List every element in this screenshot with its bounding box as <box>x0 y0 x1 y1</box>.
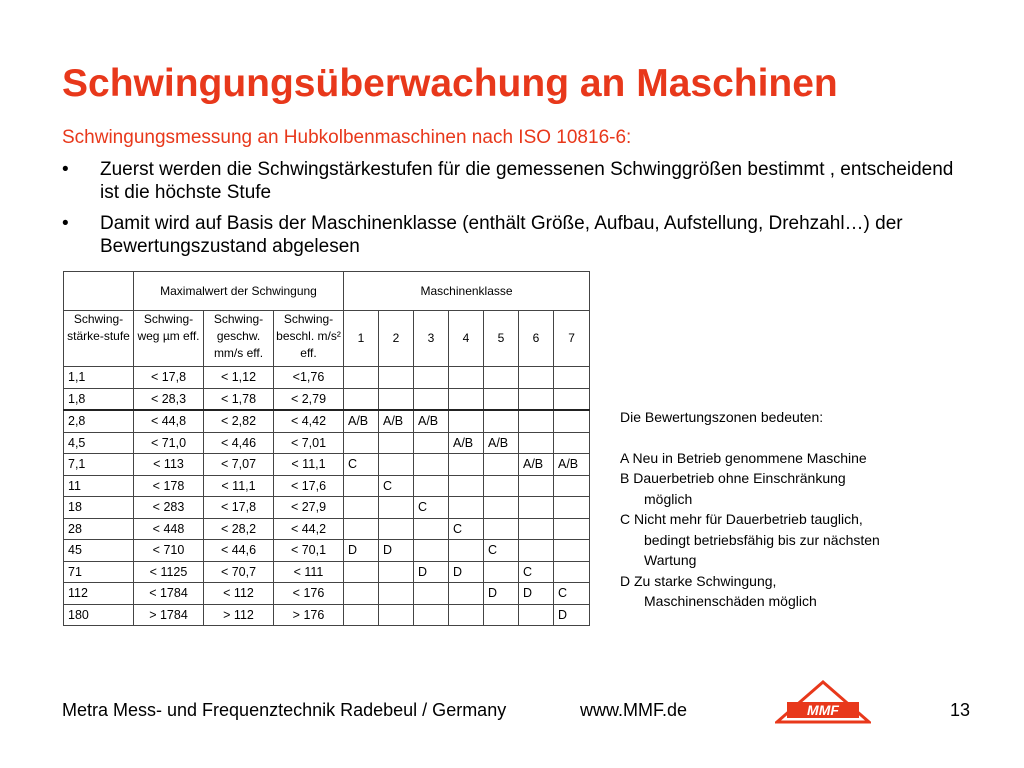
value-cell: <1,76 <box>274 367 344 389</box>
value-cell: > 176 <box>274 604 344 626</box>
value-cell: < 11,1 <box>204 475 274 497</box>
zone-cell: C <box>484 540 519 562</box>
value-cell: < 113 <box>134 454 204 476</box>
level-cell: 18 <box>64 497 134 519</box>
zone-cell: D <box>379 540 414 562</box>
value-cell: < 44,2 <box>274 518 344 540</box>
zone-cell <box>484 497 519 519</box>
zone-cell: A/B <box>379 410 414 432</box>
value-cell: < 283 <box>134 497 204 519</box>
column-header: 4 <box>449 311 484 367</box>
slide-title: Schwingungsüberwachung an Maschinen <box>62 62 838 105</box>
zone-cell <box>554 540 590 562</box>
table-row <box>64 518 590 540</box>
value-cell: < 710 <box>134 540 204 562</box>
zone-cell <box>554 475 590 497</box>
value-cell: < 70,7 <box>204 561 274 583</box>
level-cell: 7,1 <box>64 454 134 476</box>
value-cell: < 44,6 <box>204 540 274 562</box>
column-header: 3 <box>414 311 449 367</box>
legend <box>620 407 880 612</box>
zone-cell <box>344 583 379 605</box>
level-cell: 112 <box>64 583 134 605</box>
bullet-item <box>62 212 962 258</box>
zone-cell <box>554 497 590 519</box>
zone-cell <box>449 497 484 519</box>
zone-cell <box>484 561 519 583</box>
value-cell: < 178 <box>134 475 204 497</box>
zone-cell <box>554 561 590 583</box>
zone-cell: D <box>449 561 484 583</box>
level-cell: 1,1 <box>64 367 134 389</box>
value-cell: < 44,8 <box>134 410 204 432</box>
zone-cell <box>519 540 554 562</box>
value-cell: < 1125 <box>134 561 204 583</box>
zone-cell: D <box>344 540 379 562</box>
zone-cell: C <box>379 475 414 497</box>
table-row <box>64 475 590 497</box>
zone-cell: D <box>414 561 449 583</box>
zone-cell <box>484 475 519 497</box>
zone-cell <box>379 518 414 540</box>
mmf-logo <box>775 680 871 724</box>
zone-cell <box>414 518 449 540</box>
zone-cell <box>449 367 484 389</box>
table-row <box>64 604 590 626</box>
slide-subtitle: Schwingungsmessung an Hubkolbenmaschinen nach ISO 10816-6: <box>62 127 632 148</box>
table-row <box>64 540 590 562</box>
zone-cell <box>344 432 379 454</box>
header-cell-blank <box>64 272 134 311</box>
zone-cell <box>554 410 590 432</box>
table-row <box>64 497 590 519</box>
zone-cell <box>414 475 449 497</box>
value-cell: > 1784 <box>134 604 204 626</box>
zone-cell <box>379 604 414 626</box>
table-row <box>64 388 590 410</box>
zone-cell <box>414 583 449 605</box>
value-cell: < 7,01 <box>274 432 344 454</box>
column-header: Schwing-stärke-stufe <box>64 311 134 367</box>
zone-cell: A/B <box>344 410 379 432</box>
value-cell: < 1,78 <box>204 388 274 410</box>
logo-text: MMF <box>807 702 839 718</box>
table-row <box>64 454 590 476</box>
value-cell: < 448 <box>134 518 204 540</box>
legend-line-b: B Dauerbetrieb ohne Einschränkung <box>620 470 846 486</box>
footer-company: Metra Mess- und Frequenztechnik Radebeul / Germany <box>62 700 507 720</box>
value-cell: < 17,8 <box>204 497 274 519</box>
value-cell: < 4,46 <box>204 432 274 454</box>
value-cell: < 112 <box>204 583 274 605</box>
bullet-list <box>62 158 962 266</box>
zone-cell: C <box>519 561 554 583</box>
column-header: 2 <box>379 311 414 367</box>
zone-cell <box>449 604 484 626</box>
zone-cell <box>449 388 484 410</box>
column-header: Schwing-weg µm eff. <box>134 311 204 367</box>
severity-table <box>63 271 590 626</box>
zone-cell <box>379 388 414 410</box>
zone-cell <box>554 367 590 389</box>
zone-cell: A/B <box>414 410 449 432</box>
table-row <box>64 367 590 389</box>
zone-cell <box>484 410 519 432</box>
zone-cell <box>344 604 379 626</box>
page-number: 13 <box>950 700 971 720</box>
zone-cell <box>484 604 519 626</box>
zone-cell <box>344 561 379 583</box>
zone-cell <box>484 454 519 476</box>
zone-cell <box>414 432 449 454</box>
value-cell: < 70,1 <box>274 540 344 562</box>
zone-cell <box>344 367 379 389</box>
zone-cell <box>554 518 590 540</box>
zone-cell: A/B <box>484 432 519 454</box>
zone-cell <box>449 475 484 497</box>
header-max: Maximalwert der Schwingung <box>134 272 344 311</box>
level-cell: 1,8 <box>64 388 134 410</box>
zone-cell <box>344 388 379 410</box>
zone-cell: C <box>449 518 484 540</box>
zone-cell <box>414 388 449 410</box>
legend-line-c-cont: bedingt betriebsfähig bis zur nächsten <box>644 531 880 548</box>
zone-cell <box>484 388 519 410</box>
footer-url[interactable]: www.MMF.de <box>580 700 688 720</box>
column-header: Schwing-beschl. m/s² eff. <box>274 311 344 367</box>
legend-line-c-cont2: Wartung <box>644 552 697 568</box>
zone-cell <box>519 497 554 519</box>
zone-cell <box>379 561 414 583</box>
bullet-symbol: • <box>62 159 69 180</box>
zone-cell <box>414 540 449 562</box>
value-cell: > 112 <box>204 604 274 626</box>
zone-cell <box>449 583 484 605</box>
zone-cell <box>414 454 449 476</box>
zone-cell <box>379 432 414 454</box>
zone-cell: C <box>554 583 590 605</box>
zone-cell <box>344 475 379 497</box>
level-cell: 71 <box>64 561 134 583</box>
zone-cell: A/B <box>554 454 590 476</box>
value-cell: < 1,12 <box>204 367 274 389</box>
legend-line-d: D Zu starke Schwingung, <box>620 572 777 589</box>
zone-cell <box>554 388 590 410</box>
zone-cell: C <box>414 497 449 519</box>
column-header: 5 <box>484 311 519 367</box>
column-header: 6 <box>519 311 554 367</box>
zone-cell: D <box>554 604 590 626</box>
value-cell: < 27,9 <box>274 497 344 519</box>
level-cell: 45 <box>64 540 134 562</box>
zone-cell <box>484 518 519 540</box>
zone-cell <box>414 604 449 626</box>
value-cell: < 1784 <box>134 583 204 605</box>
value-cell: < 28,2 <box>204 518 274 540</box>
level-cell: 28 <box>64 518 134 540</box>
legend-heading: Die Bewertungszonen bedeuten: <box>620 409 824 425</box>
zone-cell <box>554 432 590 454</box>
table-row <box>64 583 590 605</box>
zone-cell <box>519 518 554 540</box>
bullet-text: Damit wird auf Basis der Maschinenklasse (enthält Größe, Aufbau, Aufstellung, Drehzahl…) der Bewertungszustand abgelesen <box>100 213 903 257</box>
level-cell: 2,8 <box>64 410 134 432</box>
level-cell: 11 <box>64 475 134 497</box>
level-cell: 4,5 <box>64 432 134 454</box>
column-header: Schwing-geschw. mm/s eff. <box>204 311 274 367</box>
legend-line-c: C Nicht mehr für Dauerbetrieb tauglich, <box>620 511 863 527</box>
zone-cell <box>519 432 554 454</box>
zone-cell <box>379 583 414 605</box>
zone-cell <box>379 367 414 389</box>
value-cell: < 2,82 <box>204 410 274 432</box>
zone-cell <box>519 475 554 497</box>
header-class: Maschinenklasse <box>344 272 590 311</box>
zone-cell <box>484 367 519 389</box>
value-cell: < 28,3 <box>134 388 204 410</box>
bullet-text: Zuerst werden die Schwingstärkestufen für die gemessenen Schwinggrößen bestimmt , entscheidend ist die höchste Stufe <box>100 159 954 203</box>
value-cell: < 17,8 <box>134 367 204 389</box>
value-cell: < 4,42 <box>274 410 344 432</box>
zone-cell <box>519 388 554 410</box>
zone-cell <box>519 367 554 389</box>
zone-cell: C <box>344 454 379 476</box>
zone-cell <box>344 518 379 540</box>
bullet-symbol: • <box>62 213 69 234</box>
zone-cell <box>519 604 554 626</box>
table-row <box>64 432 590 454</box>
zone-cell: A/B <box>519 454 554 476</box>
zone-cell <box>344 497 379 519</box>
column-header: 1 <box>344 311 379 367</box>
table-row <box>64 410 590 432</box>
bullet-item <box>62 158 962 204</box>
value-cell: < 71,0 <box>134 432 204 454</box>
table-row <box>64 561 590 583</box>
zone-cell <box>379 454 414 476</box>
zone-cell <box>449 540 484 562</box>
value-cell: < 2,79 <box>274 388 344 410</box>
value-cell: < 176 <box>274 583 344 605</box>
legend-line-d-cont: Maschinenschäden möglich <box>644 593 817 609</box>
legend-line-a: A Neu in Betrieb genommene Maschine <box>620 449 867 466</box>
zone-cell: D <box>519 583 554 605</box>
zone-cell: D <box>484 583 519 605</box>
legend-line-b-cont: möglich <box>644 490 693 507</box>
value-cell: < 17,6 <box>274 475 344 497</box>
zone-cell <box>414 367 449 389</box>
column-header: 7 <box>554 311 590 367</box>
zone-cell <box>379 497 414 519</box>
value-cell: < 7,07 <box>204 454 274 476</box>
level-cell: 180 <box>64 604 134 626</box>
zone-cell <box>519 410 554 432</box>
zone-cell <box>449 454 484 476</box>
zone-cell: A/B <box>449 432 484 454</box>
zone-cell <box>449 410 484 432</box>
value-cell: < 11,1 <box>274 454 344 476</box>
value-cell: < 111 <box>274 561 344 583</box>
